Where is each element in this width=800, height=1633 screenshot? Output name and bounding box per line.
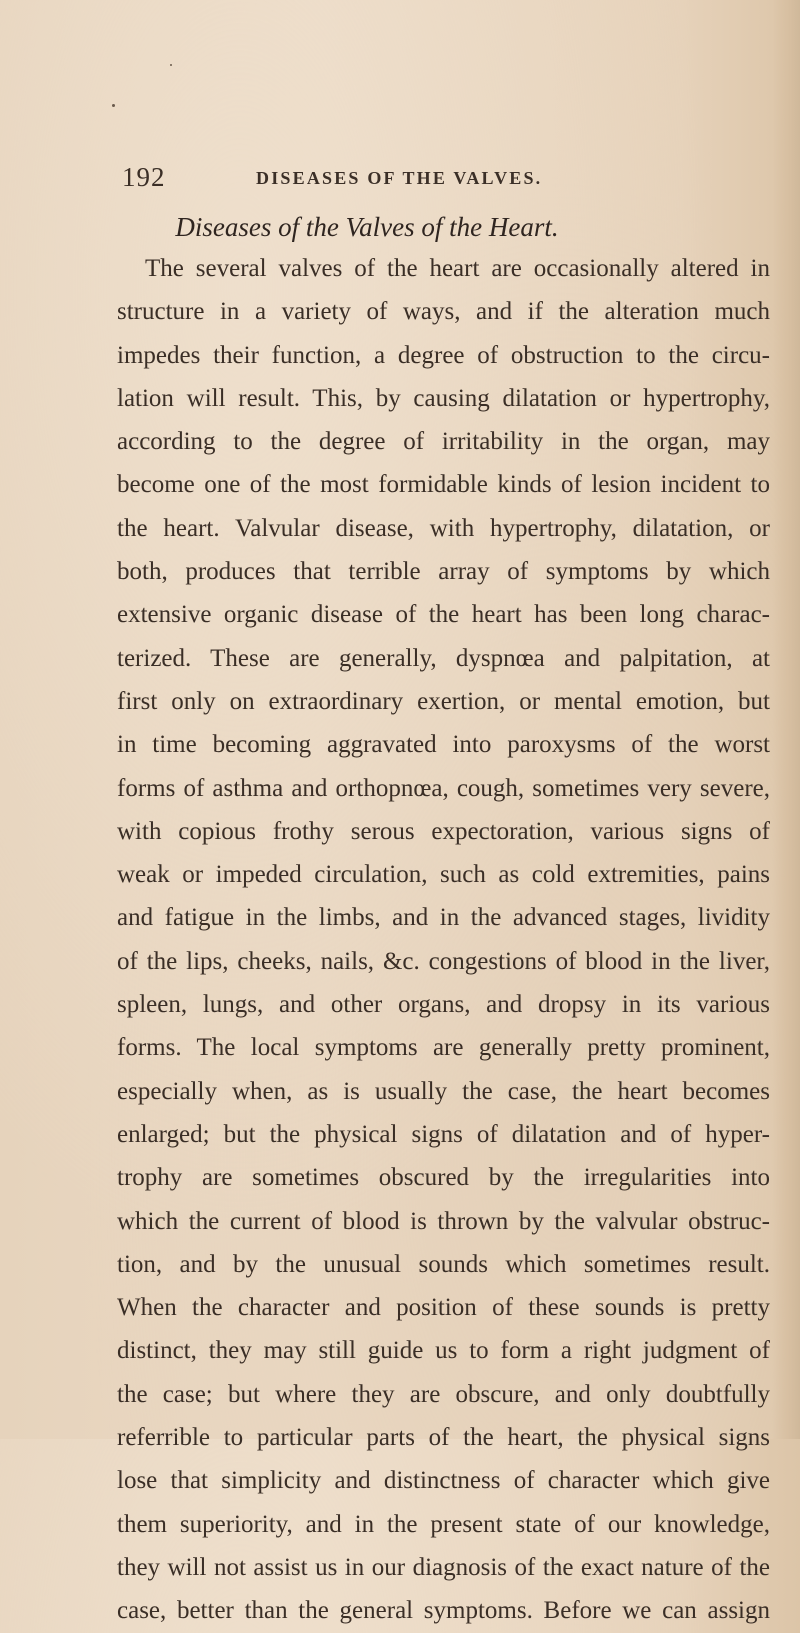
text-line: referrible to particular parts of the heart, the physical signs [117, 1424, 770, 1452]
text-line: forms of asthma and orthopnœa, cough, sometimes very severe, [117, 774, 770, 802]
ink-speck [112, 104, 115, 107]
running-head [122, 162, 682, 192]
text-line: distinct, they may still guide us to form a right judgment of [117, 1337, 770, 1365]
text-line: with copious frothy serous expectoration, various signs of [117, 817, 770, 845]
text-line: especially when, as is usually the case, the heart becomes [117, 1077, 770, 1105]
text-line: in time becoming aggravated into paroxysms of the worst [117, 731, 770, 759]
text-line: both, produces that terrible array of symptoms by which [117, 558, 770, 586]
text-line: extensive organic disease of the heart has been long charac- [117, 601, 770, 629]
text-line: terized. These are generally, dyspnœa and palpitation, at [117, 644, 770, 672]
text-line: tion, and by the unusual sounds which sometimes result. [117, 1250, 770, 1278]
running-head-title: DISEASES OF THE VALVES. [256, 168, 543, 188]
text-line: When the character and position of these sounds is pretty [117, 1294, 770, 1322]
text-line: become one of the most formidable kinds of lesion incident to [117, 471, 770, 499]
text-line: The several valves of the heart are occasionally altered in [145, 255, 770, 282]
text-line: trophy are sometimes obscured by the irregularities into [117, 1164, 770, 1192]
text-line: impedes their function, a degree of obstruction to the circu- [117, 341, 770, 369]
page-number: 192 [122, 162, 166, 192]
text-line: case, better than the general symptoms. Before we can assign [117, 1597, 770, 1625]
text-line: first only on extraordinary exertion, or mental emotion, but [117, 687, 770, 715]
text-line: of the lips, cheeks, nails, &c. congestions of blood in the liver, [117, 947, 770, 975]
text-line: enlarged; but the physical signs of dilatation and of hyper- [117, 1120, 770, 1148]
text-line: lose that simplicity and distinctness of character which give [117, 1467, 770, 1495]
text-line: weak or impeded circulation, such as cold extremities, pains [117, 861, 770, 889]
text-line: the heart. Valvular disease, with hypertrophy, dilatation, or [117, 514, 770, 542]
ink-speck [170, 64, 172, 66]
text-line: structure in a variety of ways, and if the alteration much [117, 298, 770, 326]
text-line: according to the degree of irritability in the organ, may [117, 428, 770, 456]
text-line: lation will result. This, by causing dilatation or hypertrophy, [117, 384, 770, 412]
section-heading: Diseases of the Valves of the Heart. [175, 212, 559, 242]
text-line: them superiority, and in the present state of our knowledge, [117, 1510, 770, 1538]
body-paragraph [117, 247, 770, 1633]
text-line: which the current of blood is thrown by the valvular obstruc- [117, 1207, 770, 1235]
text-line: they will not assist us in our diagnosis of the exact nature of the [117, 1553, 770, 1581]
text-line: forms. The local symptoms are generally pretty prominent, [117, 1034, 770, 1062]
text-line: and fatigue in the limbs, and in the advanced stages, lividity [117, 904, 770, 932]
text-line: spleen, lungs, and other organs, and dropsy in its various [117, 991, 770, 1019]
text-line: the case; but where they are obscure, and only doubtfully [117, 1380, 770, 1408]
